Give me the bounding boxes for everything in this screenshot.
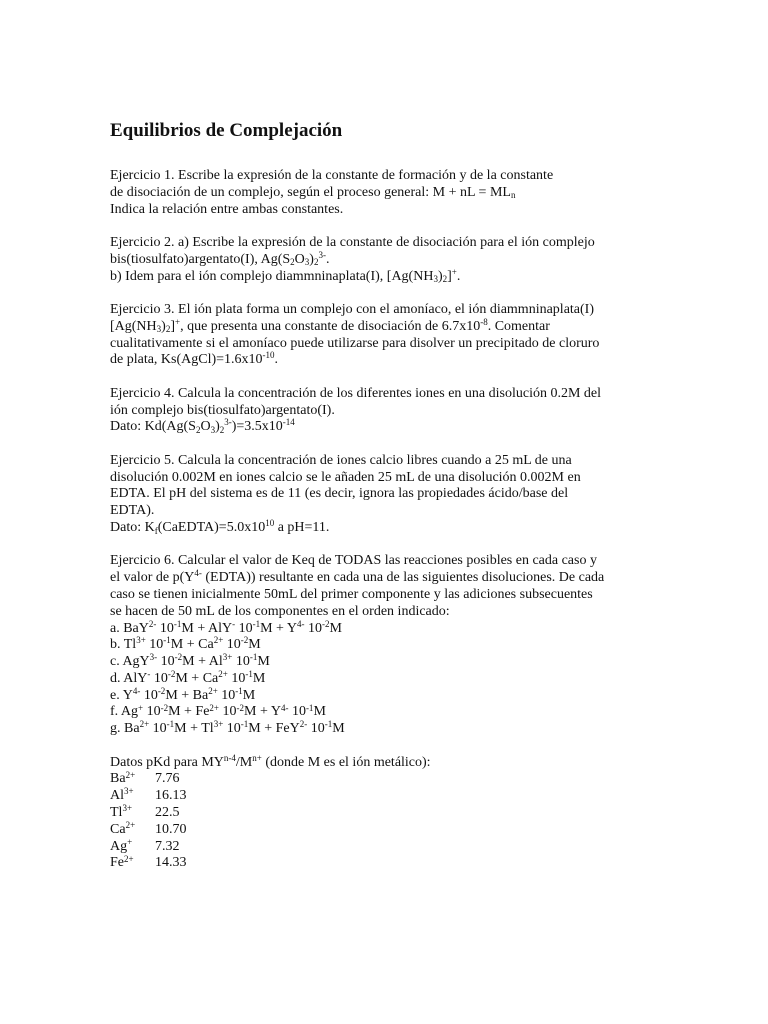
superscript: 3- [318, 249, 326, 260]
superscript: -1 [173, 618, 182, 629]
subscript: 2 [442, 274, 448, 285]
subscript: 2 [219, 425, 225, 436]
subscript: n [510, 190, 516, 201]
exercise-list [110, 168, 670, 738]
text-line: Ejercicio 4. Calcula la concentración de los diferentes iones en una disolución 0.2M del [110, 385, 602, 401]
superscript: -2 [240, 635, 249, 646]
subscript: 3 [433, 274, 438, 285]
text-line: f. Ag+ $10^{-2}M + Fe^{2+}$ $10^{-2}M + Y^{4-}$ $10^{-1}M$ [110, 702, 326, 720]
text-line: Indica la relación entre ambas constantes. [110, 201, 344, 217]
superscript: + [175, 316, 181, 327]
superscript: -1 [252, 618, 261, 629]
superscript: 2+ [125, 819, 136, 830]
exercise-6 [110, 553, 670, 738]
pkd-value: 7.32 [155, 838, 180, 854]
text-line: el valor de $p(Y^{4-}$ (EDTA)) resultante en cada una de las siguientes disoluciones. De cada [110, 568, 605, 586]
exercise-4 [110, 386, 670, 436]
superscript: -2 [157, 685, 166, 696]
text-line: EDTA. El pH del sistema es de 11 (es decir, ignora las propiedades ácido/base del [110, 486, 569, 502]
exercise-1 [110, 168, 670, 218]
text-line: c. AgY$^{3-}$ $10^{-2}M + Al^{3+}$ $10^{-1}M$ [110, 652, 270, 670]
text-line: se hacen de 50 mL de los componentes en el orden indicado: [110, 603, 450, 619]
superscript: 2+ [139, 719, 150, 730]
text-line: disolución 0.002M en iones calcio se le añaden 25 mL de una disolución 0.002M en [110, 469, 581, 485]
superscript: 3+ [213, 719, 224, 730]
subscript: 2 [165, 324, 171, 335]
document-body [110, 120, 670, 889]
superscript: + [138, 702, 144, 713]
text-line: Ejercicio 1. Escribe la expresión de la constante de formación y de la constante [110, 168, 554, 183]
superscript: -1 [324, 719, 333, 730]
text-line: e. $Y^{4-}$ $10^{-2}M + Ba^{2+}$ $10^{-1}M$ [110, 685, 256, 703]
pkd-row [110, 805, 187, 822]
metal-ion: Ag+ [110, 836, 133, 854]
superscript: 2+ [208, 685, 218, 696]
subscript: f [154, 525, 158, 536]
superscript: 3- [149, 652, 158, 663]
superscript: -1 [240, 719, 249, 730]
superscript: -1 [235, 685, 243, 696]
superscript: 4- [132, 685, 141, 696]
pkd-section [110, 752, 670, 873]
superscript: 2+ [125, 769, 136, 780]
subscript: 2 [290, 257, 295, 268]
metal-ion: $Ca^{2+}$ [110, 819, 136, 837]
pkd-heading: Datos pKd para $MY^{n-4}/M^{n+}$ (donde M es el ión metálico): [110, 752, 431, 770]
pkd-table [110, 771, 187, 872]
superscript: n+ [252, 752, 262, 763]
text-line: cualitativamente si el amoníaco puede utilizarse para disolver un precipitado de cloruro [110, 335, 600, 351]
text-line: b. $Tl^{3+}$ $10^{-1}M + Ca^{2+}$ $10^{-2}M$ [110, 635, 261, 653]
metal-ion: $Fe^{2+}$ [110, 853, 134, 871]
pkd-row [110, 855, 187, 872]
superscript: -14 [282, 417, 295, 428]
text-line: Dato: $K_f(CaEDTA)=5.0x10^{10}$ a pH=11. [110, 517, 330, 536]
text-line: d. AlY- $10^{-2}M + Ca^{2+}$ $10^{-1}M$ [110, 668, 266, 686]
subscript: 3 [304, 257, 310, 268]
superscript: -1 [305, 702, 314, 713]
superscript: 3+ [124, 786, 134, 797]
superscript: -2 [236, 702, 244, 713]
exercise-3 [110, 302, 670, 369]
text-line: caso se tienen inicialmente 50mL del primer componente y las adiciones subsecuentes [110, 586, 593, 602]
superscript: + [451, 266, 457, 277]
pkd-value: 7.76 [155, 771, 180, 787]
superscript: + [127, 836, 133, 847]
superscript: 4- [297, 618, 305, 629]
text-line: g. $Ba^{2+}$ $10^{-1}M + Tl^{3+}$ $10^{-1}M + FeY^{2-}$ $10^{-1}M$ [110, 719, 345, 737]
superscript: -1 [163, 635, 171, 646]
superscript: -1 [249, 652, 258, 663]
text-line: bis(tiosulfato)argentato(I), $Ag(S_2O_3)_2^{3-}$. [110, 249, 330, 268]
superscript: 3+ [222, 652, 233, 663]
text-line: Dato: $Kd(Ag(S_2O_3)_2^{3-})=3.5x10^{-14}$ [110, 417, 295, 436]
document-title: Equilibrios de Complejación [110, 120, 343, 141]
superscript: 2- [299, 719, 308, 730]
text-line: Ejercicio 2. a) Escribe la expresión de la constante de disociación para el ión complejo [110, 234, 595, 250]
superscript: 4- [280, 702, 289, 713]
superscript: -1 [166, 719, 175, 730]
text-line: EDTA). [110, 503, 155, 519]
superscript: 3- [224, 417, 232, 428]
superscript: -2 [322, 618, 330, 629]
pkd-value: 22.5 [155, 805, 180, 821]
pkd-value: 16.13 [155, 788, 187, 804]
superscript: 2+ [124, 853, 134, 864]
subscript: 2 [313, 257, 319, 268]
text-line: de plata, $Ks(AgCl)=1.6x10^{-10}$. [110, 350, 279, 368]
superscript: -2 [174, 652, 183, 663]
exercise-5 [110, 453, 670, 537]
text-line: b) Idem para el ión complejo diammninaplata(I), $[Ag(NH_3)_2]^+$. [110, 266, 461, 285]
superscript: 3+ [122, 803, 133, 814]
superscript: 2- [148, 618, 157, 629]
superscript: 2+ [209, 702, 219, 713]
metal-ion: $Al^{3+}$ [110, 786, 134, 804]
superscript: -2 [160, 702, 169, 713]
pkd-row [110, 822, 187, 839]
pkd-row [110, 839, 187, 856]
text-line: a. BaY$^{2-}$ $10^{-1}M + AlY^-$ $10^{-1}M + Y^{4-}$ $10^{-2}M$ [110, 618, 342, 636]
superscript: - [232, 618, 236, 629]
pkd-value: 14.33 [155, 855, 187, 871]
superscript: -1 [245, 668, 253, 679]
subscript: 3 [210, 425, 216, 436]
text-line: Ejercicio 3. El ión plata forma un complejo con el amoníaco, el ión diammninaplata(I) [110, 301, 594, 317]
metal-ion: $Ba^{2+}$ [110, 769, 136, 787]
superscript: n-4 [223, 752, 236, 763]
superscript: 2+ [218, 668, 228, 679]
text-line: Ejercicio 6. Calcular el valor de Keq de TODAS las reacciones posibles en cada caso y [110, 553, 597, 569]
subscript: 3 [156, 324, 162, 335]
superscript: -2 [167, 668, 176, 679]
pkd-value: 10.70 [155, 821, 187, 837]
text-line: ión complejo bis(tiosulfato)argentato(I). [110, 402, 335, 418]
metal-ion: $Tl^{3+}$ [110, 803, 133, 821]
exercise-2 [110, 235, 670, 285]
text-line: Ejercicio 5. Calcula la concentración de iones calcio libres cuando a 25 mL de una [110, 452, 572, 468]
pkd-row [110, 771, 187, 788]
text-line: de disociación de un complejo, según el proceso general: M + nL = $ML_n$ [110, 184, 516, 201]
superscript: 4- [194, 568, 202, 579]
superscript: 2+ [213, 635, 224, 646]
superscript: - [147, 668, 151, 679]
superscript: 3+ [136, 635, 146, 646]
superscript: -8 [480, 316, 488, 327]
superscript: 10 [265, 517, 275, 528]
superscript: -10 [262, 350, 275, 361]
subscript: 2 [195, 425, 201, 436]
text-line: $[Ag(NH_3)_2]^+$, que presenta una constante de disociación de $6.7x10^{-8}$. Comentar [110, 316, 550, 335]
